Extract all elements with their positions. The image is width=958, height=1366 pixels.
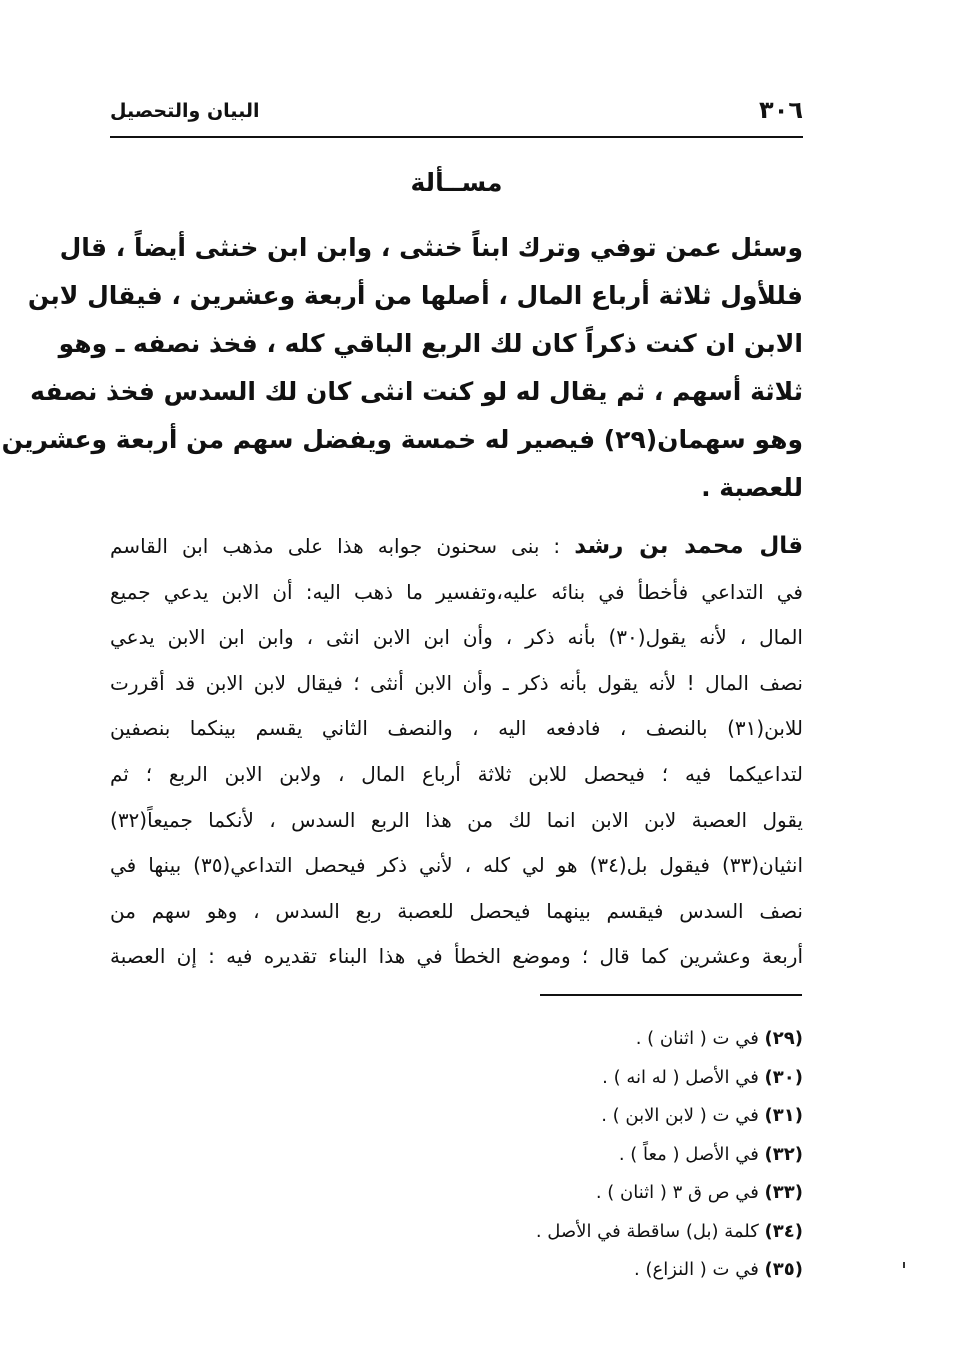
scan-speck [903,1262,905,1268]
footnote [400,1097,803,1136]
book-title: البيان والتحصيل [110,100,260,122]
footnotes [400,1020,803,1290]
footnote [400,1213,803,1252]
commentary-lead: قال محمد بن رشد [574,533,804,559]
page-number: ٣٠٦ [759,96,803,124]
text-line: أربعة وعشرين كما قال ؛ وموضع الخطأ في هذا البناء تقديره فيه : إن العصبة [110,944,803,969]
text-line: المال ، لأنه يقول(٣٠) بأنه ذكر ، وأن ابن الابن انثى ، وابن ابن الابن يدعي [110,625,803,650]
text-line: للعصبة . [701,473,803,502]
running-header [110,94,803,134]
header-rule [110,136,803,138]
footnote [400,1136,803,1175]
footnote-number: (٣١) [764,1105,803,1126]
footnote [400,1251,803,1290]
footnote-number: (٣٥) [764,1259,803,1280]
text-line: نصف السدس فيقسم بينهما فيحصل للعصبة ربع السدس ، وهو سهم من [110,898,803,923]
text-line: لتداعيكما فيه ؛ فيحصل للابن ثلاثة أرباع المال ، ولابن الابن الربع ؛ ثم [110,761,803,786]
footnote-number: (٣٠) [764,1066,803,1088]
text-line: في التداعي فأخطأ في بنائه عليه،وتفسير ما ذهب اليه: أن الابن يدعي جميع [110,579,803,604]
text-line: وهو سهمان(٢٩) فيصير له خمسة ويفضل سهم من أربعة وعشرين [1,425,803,454]
footnote-text: في ت ( لابن الابن ) . [601,1105,759,1126]
footnote-rule [540,994,802,996]
text-line [110,524,803,570]
commentary-first-line: : بنى سحنون جوابه هذا على مذهب ابن القاسم [110,534,561,558]
footnote [400,1174,803,1213]
footnote [400,1059,803,1098]
text-line: انثيان(٣٣) فيقول بل(٣٤) هو لي كله ، لأني ذكر فيحصل التداعي(٣٥) بينها في [110,853,804,878]
footnote-text: كلمة (بل) ساقطة في الأصل . [535,1220,759,1242]
text-line: الابن ان كنت ذكراً كان لك الربع الباقي كله ، فخذ نصفه ـ وهو [58,329,803,358]
text-line: للابن(٣١) بالنصف ، فادفعه اليه ، والنصف الثاني يقسم بينكما بنصفين [110,716,803,741]
footnote-text: في ت ( اثنان ) . [635,1028,759,1049]
text-line: فللأول ثلاثة أرباع المال ، أصلها من أربعة وعشرين ، فيقال لابن [27,281,803,310]
footnote-number: (٣٣) [764,1182,803,1203]
footnote-text: في الأصل ( معاً ) . [618,1143,759,1165]
footnote-text: في ت ( النزاع) . [634,1259,759,1280]
text-line: ثلاثة أسهم ، ثم يقال له لو كنت انثى كان لك السدس فخذ نصفه [30,377,803,406]
text-line: وسئل عمن توفي وترك ابناً خنثى ، وابن ابن خنثى أيضاً ، قال [59,233,803,262]
footnote [400,1020,803,1059]
section-heading: مســألة [410,168,503,197]
footnote-text: في الأصل ( له انه ) . [602,1066,759,1088]
commentary-paragraph [110,524,803,980]
footnote-number: (٢٩) [764,1028,803,1049]
footnote-number: (٣٤) [764,1220,803,1242]
question-paragraph [1,224,803,512]
text-line: نصف المال ! لأنه يقول بأنه ذكر ـ وأن الابن أنثى ؛ فيقال لابن الابن قد أقررت [110,670,803,695]
footnote-text: في ص ق ٣ ( اثنان ) . [595,1182,759,1203]
text-line: يقول العصبة لابن الابن انما لك من هذا الربع السدس ، لأنكما جميعاً(٣٢) [110,807,803,832]
footnote-number: (٣٢) [764,1143,803,1165]
